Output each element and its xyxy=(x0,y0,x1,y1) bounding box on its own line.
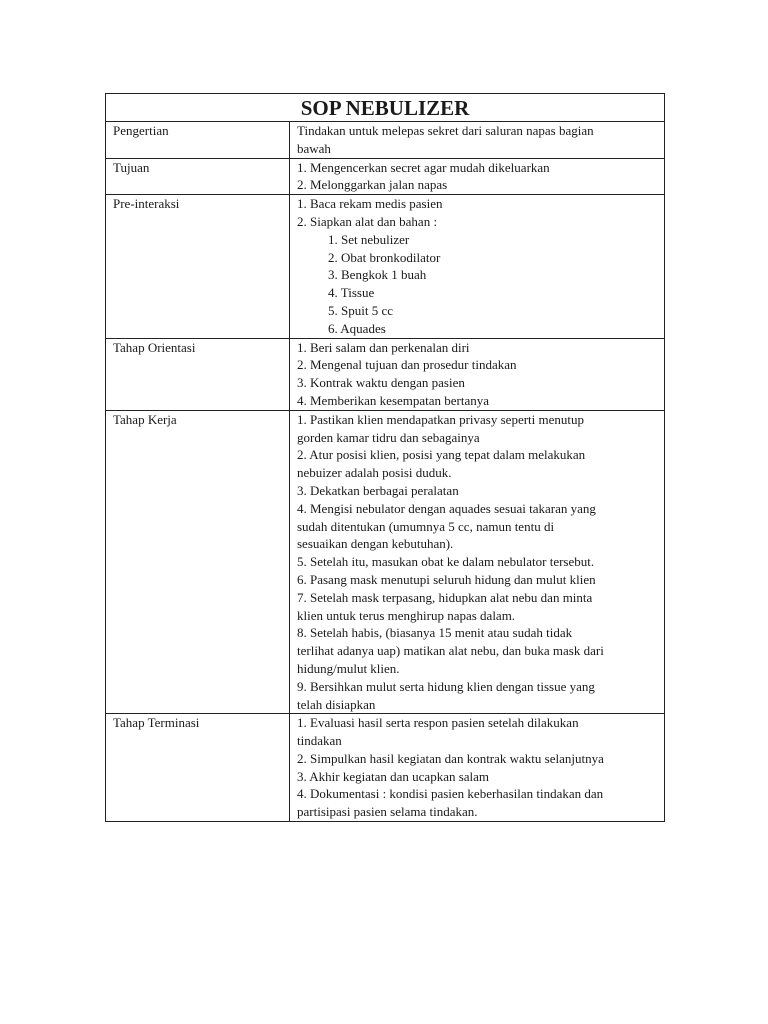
row-label: Tahap Terminasi xyxy=(106,714,290,822)
sop-table xyxy=(105,93,665,822)
content-line: telah disiapkan xyxy=(297,696,376,712)
equipment-item: 6. Aquades xyxy=(328,320,386,336)
content-line: 4. Dokumentasi : kondisi pasien keberhasilan tindakan dan xyxy=(297,786,604,802)
table-row xyxy=(106,195,665,338)
content-line: 2. Siapkan alat dan bahan : xyxy=(297,213,438,229)
content-line: sesuaikan dengan kebutuhan). xyxy=(297,536,454,552)
content-line: partisipasi pasien selama tindakan. xyxy=(297,804,478,820)
content-line: 1. Beri salam dan perkenalan diri xyxy=(297,339,470,355)
table-row xyxy=(106,122,665,159)
content-line: 1. Evaluasi hasil serta respon pasien setelah dilakukan xyxy=(297,715,579,731)
row-content xyxy=(290,410,665,714)
content-line: 1. Pastikan klien mendapatkan privasy seperti menutup xyxy=(297,411,585,427)
equipment-item: 5. Spuit 5 cc xyxy=(328,302,393,318)
document-title: SOP NEBULIZER xyxy=(106,94,665,122)
content-line: tindakan xyxy=(297,733,342,749)
content-line: 1. Baca rekam medis pasien xyxy=(297,196,443,212)
content-line: 8. Setelah habis, (biasanya 15 menit atau sudah tidak xyxy=(297,625,573,641)
title-row xyxy=(106,94,665,122)
content-line: klien untuk terus menghirup napas dalam. xyxy=(297,607,516,623)
row-label: Tujuan xyxy=(106,158,290,195)
row-label: Tahap Orientasi xyxy=(106,338,290,410)
content-line: sudah ditentukan (umumnya 5 cc, namun tentu di xyxy=(297,518,555,534)
content-line: 7. Setelah mask terpasang, hidupkan alat nebu dan minta xyxy=(297,589,593,605)
content-line: 3. Dekatkan berbagai peralatan xyxy=(297,482,459,498)
content-line: 5. Setelah itu, masukan obat ke dalam nebulator tersebut. xyxy=(297,554,595,570)
content-line: bawah xyxy=(297,140,331,156)
equipment-item: 4. Tissue xyxy=(328,285,375,301)
row-content xyxy=(290,338,665,410)
content-line: 2. Mengenal tujuan dan prosedur tindakan xyxy=(297,357,517,373)
content-line: 1. Mengencerkan secret agar mudah dikeluarkan xyxy=(297,159,550,175)
content-line: 4. Mengisi nebulator dengan aquades sesuai takaran yang xyxy=(297,500,596,516)
content-line: gorden kamar tidru dan sebagainya xyxy=(297,429,480,445)
content-line: 2. Melonggarkan jalan napas xyxy=(297,177,448,193)
table-row xyxy=(106,410,665,714)
table-row xyxy=(106,338,665,410)
equipment-item: 3. Bengkok 1 buah xyxy=(328,267,427,283)
row-content xyxy=(290,158,665,195)
row-content xyxy=(290,714,665,822)
table-row xyxy=(106,158,665,195)
content-line: hidung/mulut klien. xyxy=(297,660,400,676)
content-line: 2. Atur posisi klien, posisi yang tepat dalam melakukan xyxy=(297,447,586,463)
content-line: nebuizer adalah posisi duduk. xyxy=(297,465,452,481)
content-line: terlihat adanya uap) matikan alat nebu, dan buka mask dari xyxy=(297,643,604,659)
content-line: 3. Akhir kegiatan dan ucapkan salam xyxy=(297,768,490,784)
equipment-list xyxy=(297,231,658,338)
content-line: 2. Simpulkan hasil kegiatan dan kontrak waktu selanjutnya xyxy=(297,750,604,766)
sop-table-body xyxy=(106,94,665,822)
row-content xyxy=(290,122,665,159)
row-label: Pengertian xyxy=(106,122,290,159)
equipment-item: 2. Obat bronkodilator xyxy=(328,249,441,265)
content-line: Tindakan untuk melepas sekret dari saluran napas bagian xyxy=(297,123,594,138)
content-line: 4. Memberikan kesempatan bertanya xyxy=(297,392,490,408)
table-row xyxy=(106,714,665,822)
row-label: Tahap Kerja xyxy=(106,410,290,714)
content-line: 3. Kontrak waktu dengan pasien xyxy=(297,375,465,391)
equipment-item: 1. Set nebulizer xyxy=(328,231,410,247)
row-content xyxy=(290,195,665,338)
row-label: Pre-interaksi xyxy=(106,195,290,338)
content-line: 9. Bersihkan mulut serta hidung klien dengan tissue yang xyxy=(297,678,595,694)
content-line: 6. Pasang mask menutupi seluruh hidung dan mulut klien xyxy=(297,571,596,587)
